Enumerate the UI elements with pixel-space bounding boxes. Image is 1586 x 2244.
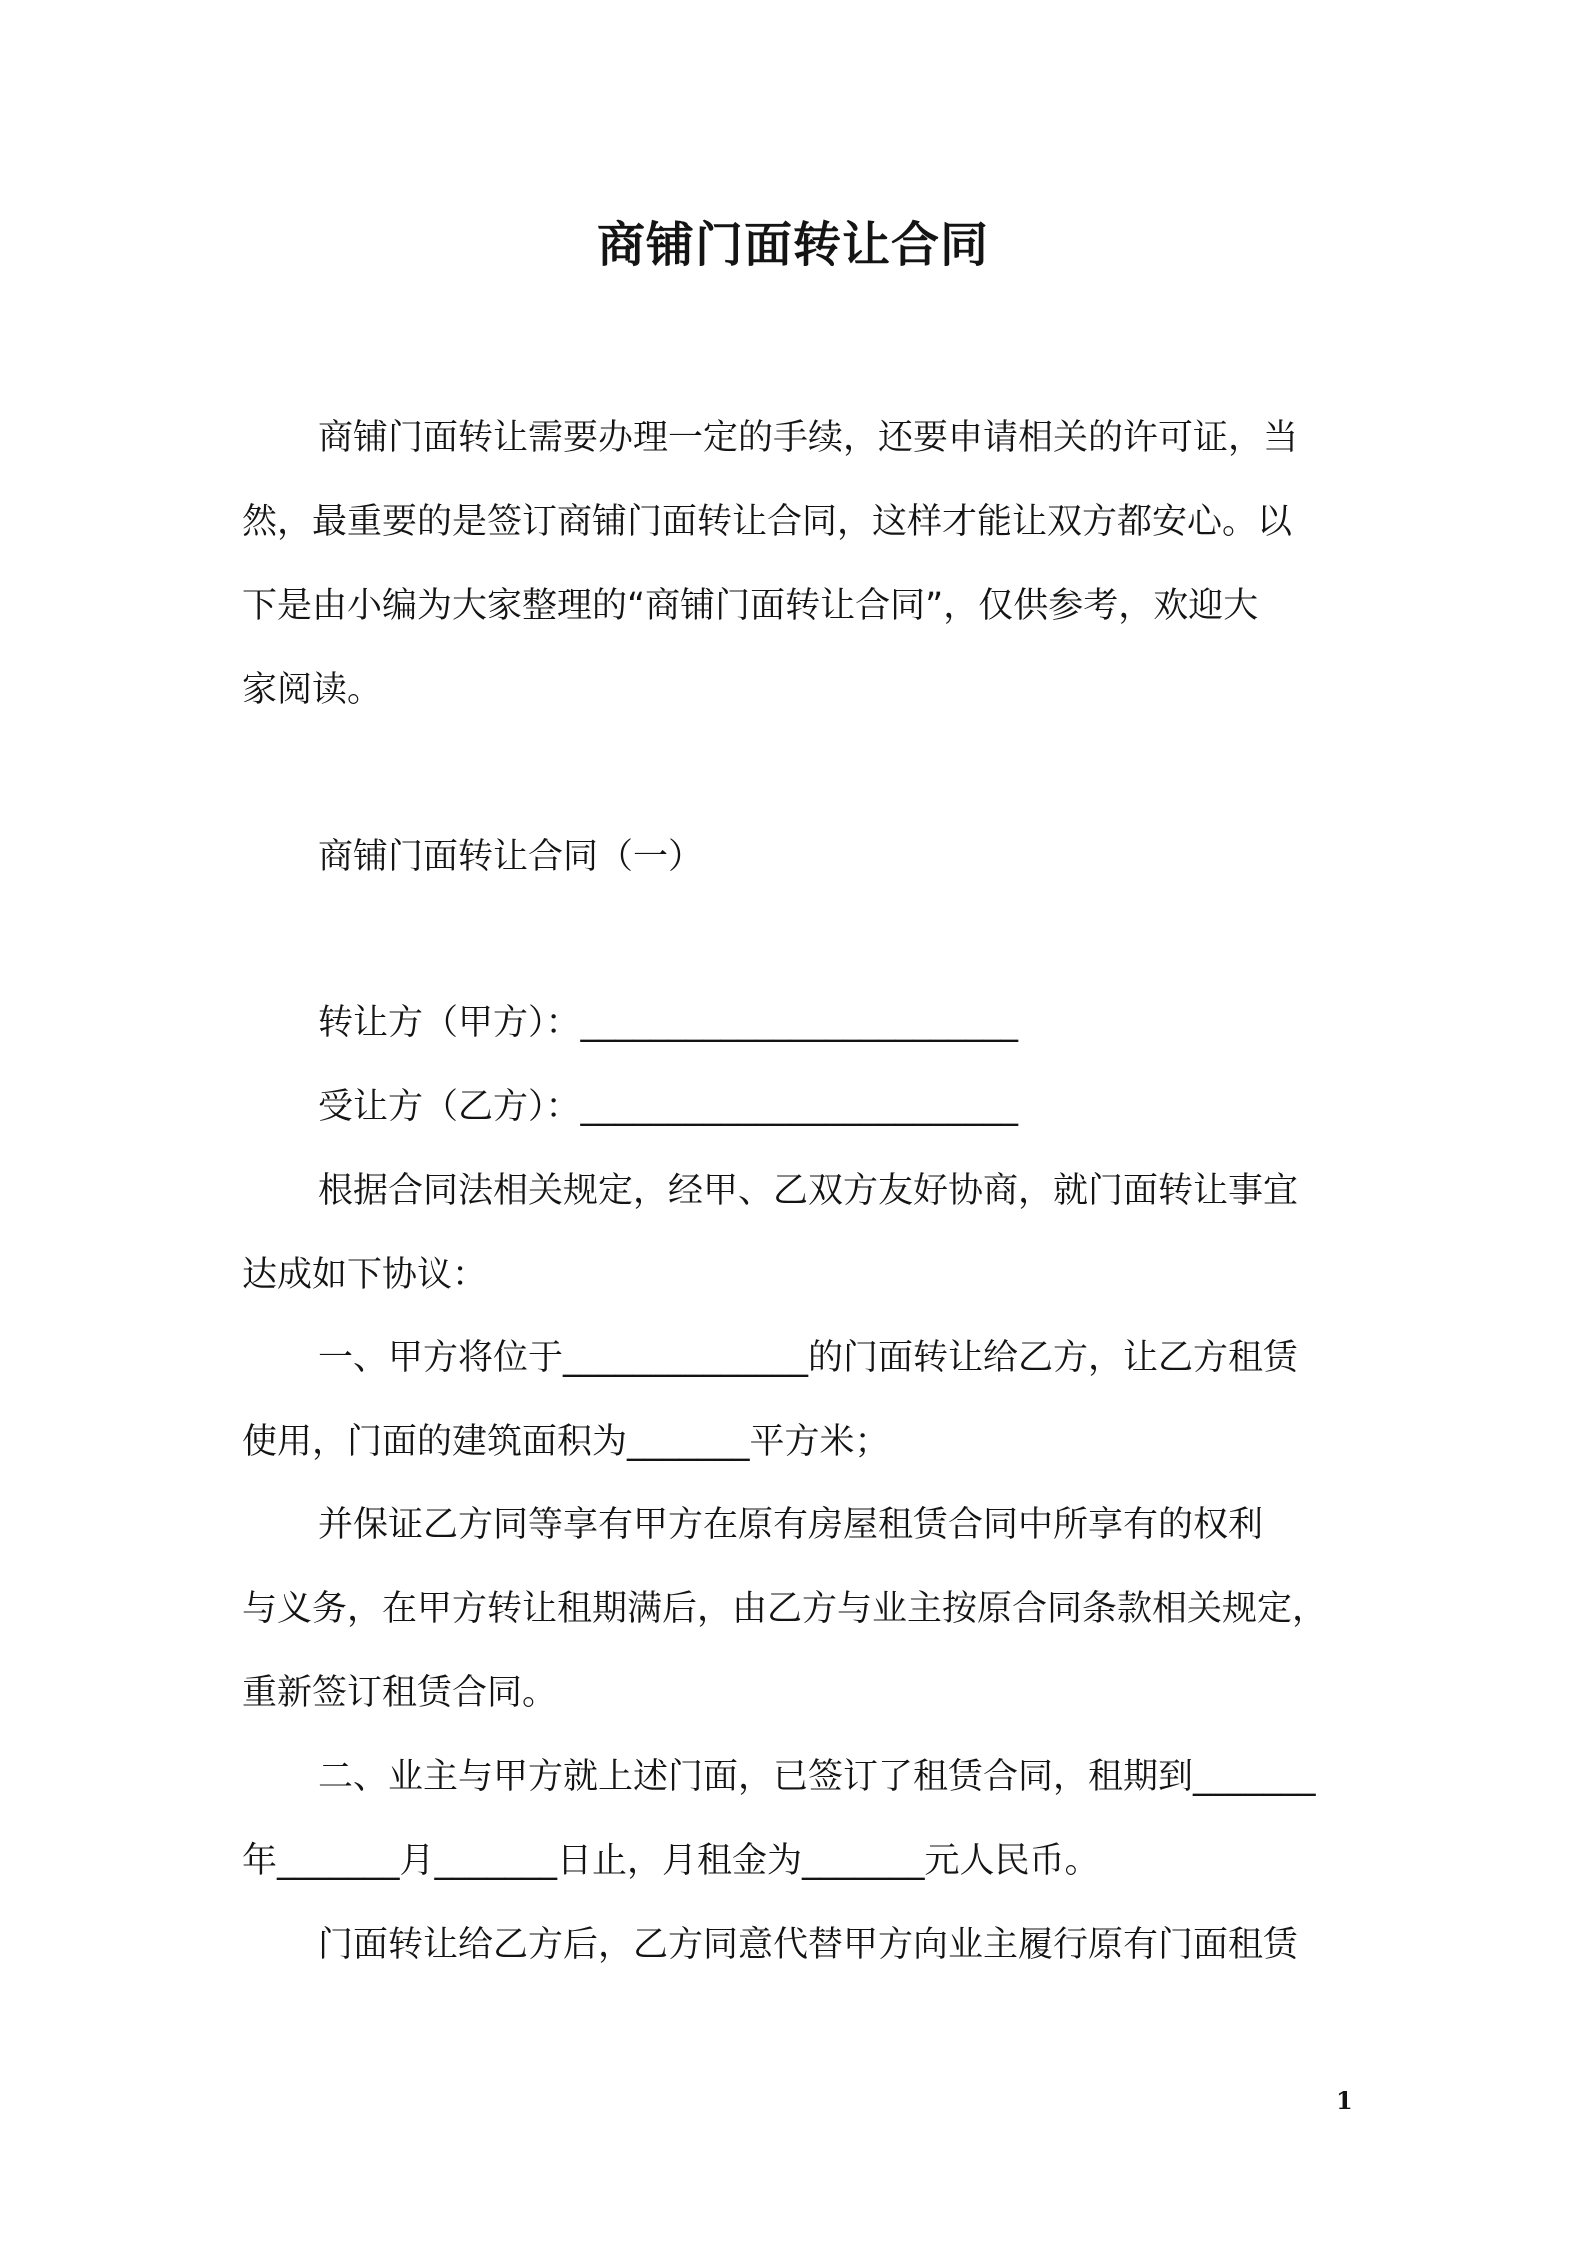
intro-line: 家阅读。 bbox=[242, 670, 383, 710]
document-title: 商铺门面转让合同 bbox=[596, 217, 989, 273]
page-number: 1 bbox=[1336, 2086, 1353, 2115]
intro-line: 下是由小编为大家整理的“商铺门面转让合同”，仅供参考，欢迎大 bbox=[242, 586, 1259, 626]
intro-line: 商铺门面转让需要办理一定的手续，还要申请相关的许可证，当 bbox=[318, 418, 1299, 458]
clause-2-line: 年_______月_______日止，月租金为_______元人民币。 bbox=[242, 1841, 1100, 1881]
clause-1-line: 一、甲方将位于______________的门面转让给乙方，让乙方租赁 bbox=[318, 1338, 1299, 1378]
clause-3-line: 门面转让给乙方后，乙方同意代替甲方向业主履行原有门面租赁 bbox=[318, 1925, 1299, 1965]
section-heading: 商铺门面转让合同（一） bbox=[318, 837, 704, 877]
guarantee-line: 重新签订租赁合同。 bbox=[242, 1673, 558, 1713]
party-b-line: 受让方（乙方）：_________________________ bbox=[318, 1087, 1019, 1127]
agreement-line: 达成如下协议： bbox=[242, 1255, 488, 1295]
guarantee-line: 与义务，在甲方转让租期满后，由乙方与业主按原合同条款相关规定， bbox=[242, 1589, 1328, 1629]
intro-line: 然，最重要的是签订商铺门面转让合同，这样才能让双方都安心。以 bbox=[242, 502, 1293, 542]
party-a-line: 转让方（甲方）：_________________________ bbox=[318, 1003, 1019, 1043]
agreement-line: 根据合同法相关规定，经甲、乙双方友好协商，就门面转让事宜 bbox=[318, 1171, 1299, 1211]
guarantee-line: 并保证乙方同等享有甲方在原有房屋租赁合同中所享有的权利 bbox=[318, 1505, 1264, 1545]
clause-2-line: 二、业主与甲方就上述门面，已签订了租赁合同，租期到_______ bbox=[318, 1757, 1316, 1797]
clause-1-line: 使用，门面的建筑面积为_______平方米； bbox=[242, 1422, 890, 1462]
